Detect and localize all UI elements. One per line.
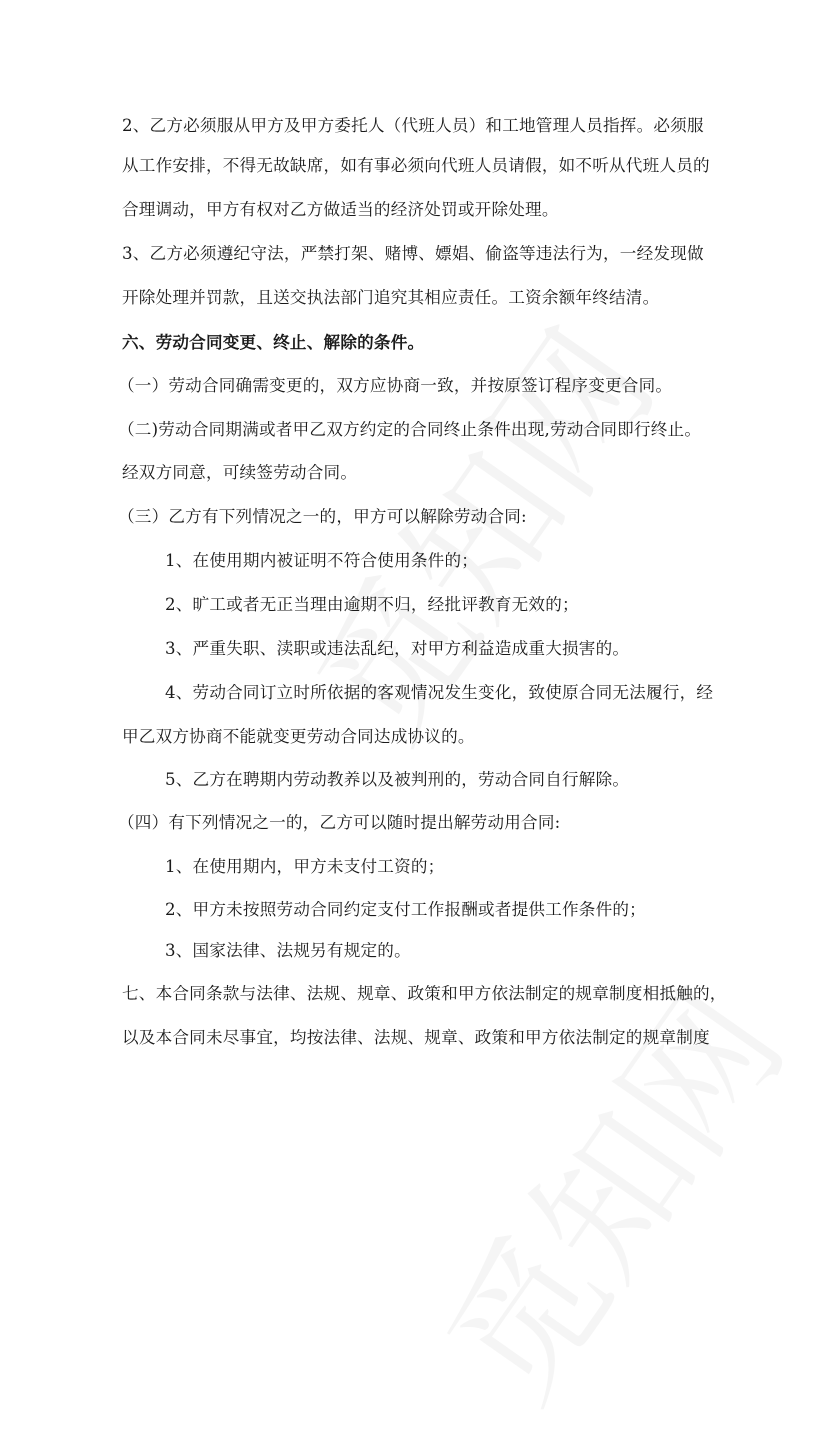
paragraph-line: 合理调动，甲方有权对乙方做适当的经济处罚或开除处理。: [122, 200, 559, 219]
list-item: 1、在使用期内，甲方未支付工资的；: [165, 857, 445, 876]
paragraph-line: 2、乙方必须服从甲方及甲方委托人（代班人员）和工地管理人员指挥。必须服: [122, 116, 704, 135]
list-item: 1、在使用期内被证明不符合使用条件的；: [165, 551, 479, 570]
paragraph-line: （一）劳动合同确需变更的，双方应协商一致，并按原签订程序变更合同。: [118, 376, 673, 395]
watermark: [387, 942, 822, 1434]
paragraph-line: 开除处理并罚款，且送交执法部门追究其相应责任。工资余额年终结清。: [122, 288, 660, 307]
section-heading: 六、劳动合同变更、终止、解除的条件。: [122, 332, 425, 352]
list-item: 2、甲方未按照劳动合同约定支付工作报酬或者提供工作条件的；: [165, 900, 646, 919]
list-item: 4、劳动合同订立时所依据的客观情况发生变化，致使原合同无法履行，经: [165, 683, 714, 702]
paragraph-line: （三）乙方有下列情况之一的，甲方可以解除劳动合同:: [118, 507, 527, 526]
paragraph-line: 以及本合同未尽事宜，均按法律、法规、规章、政策和甲方依法制定的规章制度: [122, 1028, 710, 1047]
list-item: 2、旷工或者无正当理由逾期不归，经批评教育无效的；: [165, 595, 579, 614]
paragraph-line: 经双方同意，可续签劳动合同。: [122, 463, 358, 482]
paragraph-line: （二)劳动合同期满或者甲乙双方约定的合同终止条件出现,劳动合同即行终止。: [118, 420, 702, 439]
list-item: 3、国家法律、法规另有规定的。: [165, 941, 411, 960]
paragraph-line: 从工作安排，不得无故缺席，如有事必须向代班人员请假，如不听从代班人员的: [122, 156, 710, 175]
list-item: 3、严重失职、渎职或违法乱纪，对甲方利益造成重大损害的。: [165, 639, 630, 658]
paragraph-line: 七、本合同条款与法律、法规、规章、政策和甲方依法制定的规章制度相抵触的，: [122, 984, 727, 1003]
paragraph-line: 3、乙方必须遵纪守法，严禁打架、赌博、嫖娼、偷盗等违法行为，一经发现做: [122, 244, 704, 263]
paragraph-line: （四）有下列情况之一的，乙方可以随时提出解劳动用合同:: [118, 813, 561, 832]
list-item: 5、乙方在聘期内劳动教养以及被判刑的，劳动合同自行解除。: [165, 770, 630, 789]
paragraph-line: 甲乙双方协商不能就变更劳动合同达成协议的。: [122, 727, 475, 746]
